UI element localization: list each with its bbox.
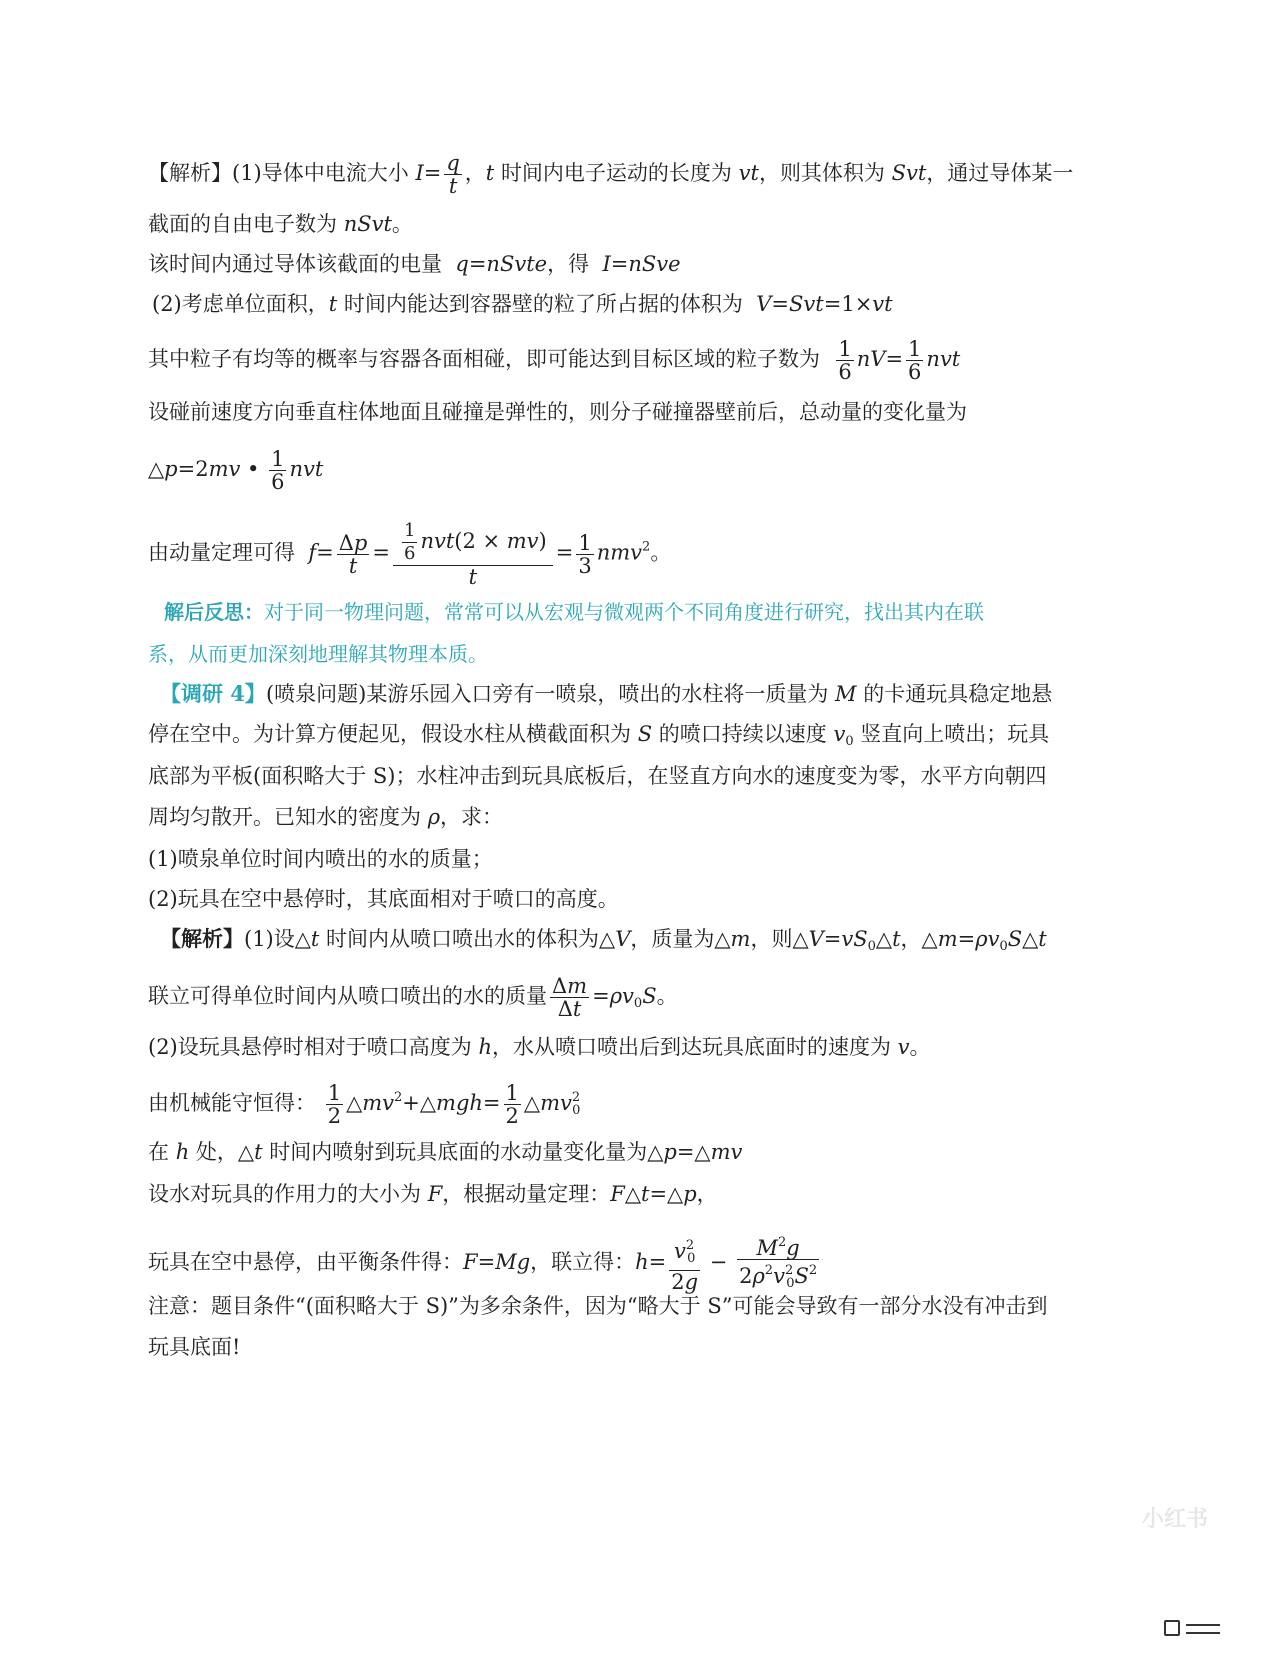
- solution-line-3: (2)设玩具悬停时相对于喷口高度为 h，水从喷口喷出后到达玩具底面时的速度为 v。: [148, 1035, 931, 1059]
- question-1: (1)喷泉单位时间内喷出的水的质量；: [148, 847, 493, 871]
- analysis-line-5: 其中粒子有均等的概率与容器各面相碰，即可能达到目标区域的粒子数为 $\frac{1}{6}$ nV= $\frac{1}{6}$ nvt: [148, 337, 961, 384]
- analysis-line-4: (2)考虑单位面积，t 时间内能达到容器壁的粒了所占据的体积为 V=Svt=1×vt: [152, 292, 893, 316]
- page-marker-icon-2: [1186, 1632, 1220, 1634]
- analysis-line-2: 截面的自由电子数为 nSvt。: [148, 212, 413, 236]
- reflection-line-1: 解后反思：对于同一物理问题，常常可以从宏观与微观两个不同角度进行研究，找出其内在联: [164, 600, 984, 624]
- analysis-line-1: 【解析】(1)导体中电流大小 I= $\frac{q}{t}$ ，t 时间内电子运动的长度为 vt，则其体积为 Svt，通过导体某一: [148, 151, 1074, 198]
- analysis-label: 【解析】: [148, 161, 232, 185]
- analysis-line-6: 设碰前速度方向垂直柱体地面且碰撞是弹性的，则分子碰撞器壁前后，总动量的变化量为: [148, 400, 967, 424]
- problem-line-2: 停在空中。为计算方便起见，假设水柱从横截面积为 S 的喷口持续以速度 $v_0$ 竖直向上喷出；玩具: [148, 722, 1050, 749]
- problem-line-3: 底部为平板(面积略大于 S)；水柱冲击到玩具底板后，在竖直方向水的速度变为零，水平方向朝四: [148, 764, 1047, 788]
- fraction-q-over-t: $\frac{q}{t}$: [446, 151, 460, 198]
- reflection-line-2: 系，从而更加深刻地理解其物理本质。: [148, 642, 488, 666]
- analysis-line-8: 由动量定理可得 f= $\frac{\Delta p}{t}$ = $\frac{1}{6}$ nvt(2 × mv) t = $\frac{1}{3}$ nmv$^2$。: [148, 520, 672, 589]
- solution-label: 【解析】: [160, 926, 244, 951]
- analysis-line-3: 该时间内通过导体该截面的电量 q=nSvte，得 I=nSve: [148, 252, 681, 276]
- page-marker-icon: [1186, 1624, 1220, 1626]
- solution-line-5: 在 h 处，△t 时间内喷射到玩具底面的水动量变化量为△p=△mv: [148, 1140, 743, 1164]
- note-line-2: 玩具底面!: [148, 1335, 241, 1359]
- solution-line-2: 联立可得单位时间内从喷口喷出的水的质量 $\frac{\Delta m}{\Delta t}$ $=\rho v_0S$。: [148, 974, 678, 1021]
- problem-line-1: 【调研 4】(喷泉问题)某游乐园入口旁有一喷泉，喷出的水柱将一质量为 M 的卡通玩具稳定地悬: [160, 681, 1053, 706]
- reflection-label: 解后反思：: [164, 600, 264, 624]
- solution-line-6: 设水对玩具的作用力的大小为 F，根据动量定理：F△t=△p，: [148, 1182, 718, 1206]
- page-end-icon: [1164, 1620, 1180, 1636]
- question-2: (2)玩具在空中悬停时，其底面相对于喷口的高度。: [148, 887, 619, 911]
- analysis-line-7: △p=2mv • $\frac{1}{6}$ nvt: [148, 447, 324, 494]
- solution-line-4: 由机械能守恒得： $\frac{1}{2}$ $\triangle mv^2+\triangle mgh=$ $\frac{1}{2}$ $\triangle mv^2_0$: [148, 1081, 581, 1128]
- solution-line-1: 【解析】(1)设△t 时间内从喷口喷出水的体积为△V，质量为△m，则$\triangle V=vS_0\triangle t$，$\triangle m=\rho v_0S\triangle t$: [160, 926, 1047, 954]
- note-line-1: 注意：题目条件“(面积略大于 S)”为多余条件，因为“略大于 S”可能会导致有一部分水没有冲击到: [148, 1294, 1048, 1318]
- problem-line-4: 周均匀散开。已知水的密度为 ρ，求：: [148, 805, 504, 829]
- solution-line-7: 玩具在空中悬停，由平衡条件得：F=Mg，联立得：h= $\frac{v^2_0}{2g}$ − $\frac{M^2g}{2\rho^2v^2_0S^2}$: [148, 1232, 822, 1295]
- problem-label: 【调研 4】: [160, 681, 266, 706]
- watermark-logo: 小红书: [1141, 1507, 1208, 1532]
